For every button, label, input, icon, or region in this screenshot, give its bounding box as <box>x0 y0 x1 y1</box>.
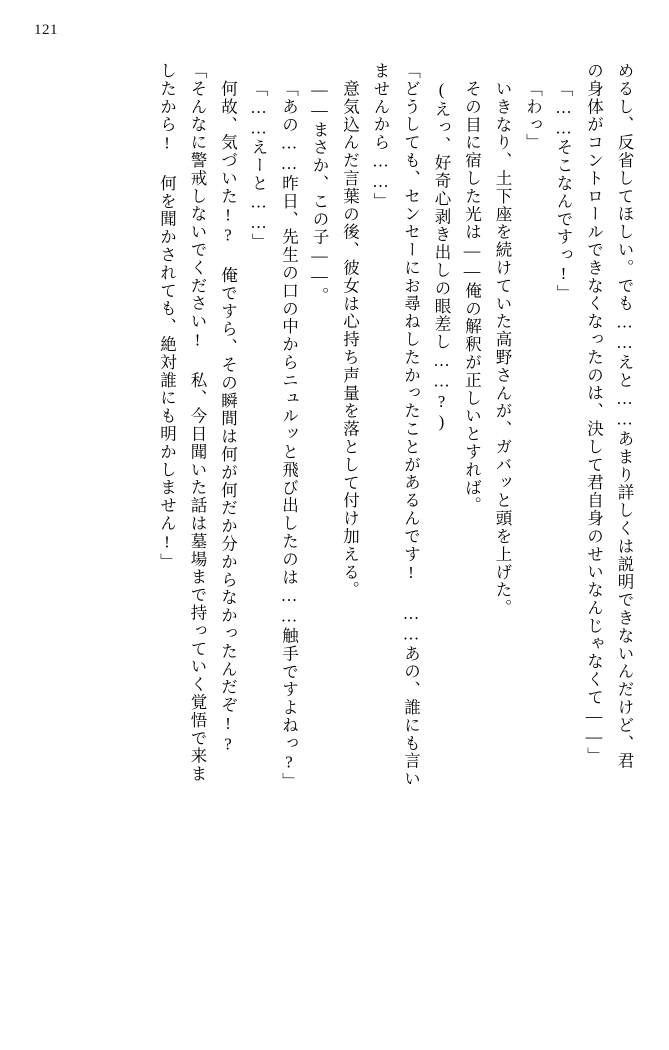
text-line: (えっ、好奇心剥き出しの眼差し……?) <box>432 80 451 433</box>
vertical-text-body <box>30 62 639 1032</box>
text-line: 「……えーと……」 <box>249 80 268 252</box>
text-line: 「……そこなんですっ!」 <box>554 80 573 303</box>
text-line: 何故、気づいた!? 俺ですら、その瞬間は何が何だか分からなかったんだぞ!? <box>218 80 238 755</box>
page-number: 121 <box>34 22 58 38</box>
text-line: いきなり、土下座を続けていた高野さんが、ガバッと頭を上げた。 <box>493 80 512 617</box>
text-line: 意気込んだ言葉の後、彼女は心持ち声量を落として付け加える。 <box>340 80 360 600</box>
text-line: ませんから……」 <box>371 62 390 211</box>
text-line: その目に宿した光は——俺の解釈が正しいとすれば。 <box>462 80 482 515</box>
text-line: ——まさか、この子——。 <box>310 80 329 305</box>
text-line: の身体がコントロールできなくなったのは、決して君自身のせいなんじゃなくて——」 <box>584 62 604 766</box>
text-line: めるし、反省してほしい。でも……えと……あまり詳しくは説明できないんだけど、君 <box>615 62 634 771</box>
text-line: 「わっ」 <box>523 80 543 152</box>
text-line: したから! 何を聞かされても、絶対誰にも明かしません!」 <box>157 62 177 571</box>
text-line: 「あの……昨日、先生の口の中からニュルッと飛び出したのは……触手ですよねっ?」 <box>279 80 299 791</box>
text-line: 「どうしても、センセーにお尋ねしたかったことがあるんです! ……あの、誰にも言い <box>401 62 421 788</box>
text-line: 「そんなに警戒しないでください! 私、今日聞いた話は墓場まで持っていく覚悟で来ま <box>188 62 207 783</box>
